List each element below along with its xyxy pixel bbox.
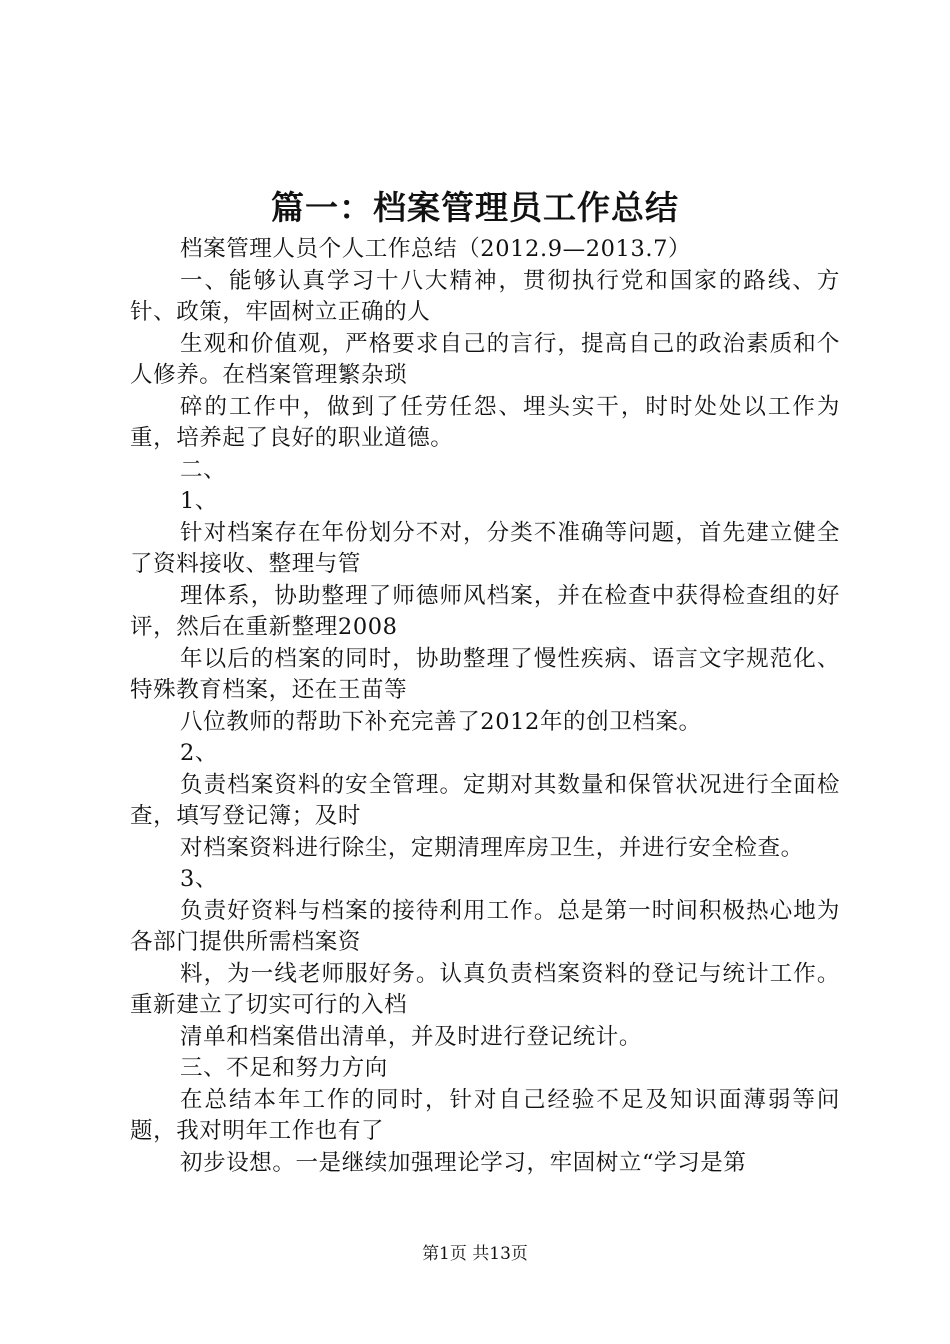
paragraph: 料，为一线老师服好务。认真负责档案资料的登记与统计工作。重新建立了切实可行的入档	[130, 960, 840, 1018]
paragraph: 一、能够认真学习十八大精神，贯彻执行党和国家的路线、方针、政策，牢固树立正确的人	[130, 267, 840, 325]
paragraph: 年以后的档案的同时，协助整理了慢性疾病、语言文字规范化、特殊教育档案，还在王苗等	[130, 645, 840, 703]
document-body	[130, 234, 840, 1179]
paragraph: 生观和价值观，严格要求自己的言行，提高自己的政治素质和个人修养。在档案管理繁杂琐	[130, 330, 840, 388]
paragraph: 在总结本年工作的同时，针对自己经验不足及知识面薄弱等问题，我对明年工作也有了	[130, 1086, 840, 1144]
document-title: 篇一：档案管理员工作总结	[271, 188, 679, 227]
paragraph: 二、	[180, 456, 227, 483]
paragraph: 理体系，协助整理了师德师风档案，并在检查中获得检查组的好评，然后在重新整理2008	[130, 582, 840, 640]
paragraph: 针对档案存在年份划分不对，分类不准确等问题，首先建立健全了资料接收、整理与管	[130, 519, 840, 577]
paragraph: 负责档案资料的安全管理。定期对其数量和保管状况进行全面检查，填写登记簿；及时	[130, 771, 840, 829]
paragraph: 1、	[180, 488, 219, 514]
paragraph: 档案管理人员个人工作总结（2012.9—2013.7）	[180, 236, 692, 262]
paragraph: 八位教师的帮助下补充完善了2012年的创卫档案。	[180, 708, 702, 735]
paragraph: 初步设想。一是继续加强理论学习，牢固树立“学习是第	[180, 1149, 747, 1176]
paragraph: 对档案资料进行除尘，定期清理库房卫生，并进行安全检查。	[180, 834, 804, 861]
page-footer: 第1页 共13页	[422, 1244, 528, 1264]
paragraph: 2、	[180, 740, 219, 766]
paragraph: 三、不足和努力方向	[180, 1055, 388, 1081]
paragraph: 清单和档案借出清单，并及时进行登记统计。	[180, 1023, 643, 1050]
paragraph: 负责好资料与档案的接待利用工作。总是第一时间积极热心地为各部门提供所需档案资	[130, 897, 840, 955]
paragraph: 碎的工作中，做到了任劳任怨、埋头实干，时时处处以工作为重，培养起了良好的职业道德。	[130, 393, 840, 451]
paragraph: 3、	[180, 866, 219, 892]
